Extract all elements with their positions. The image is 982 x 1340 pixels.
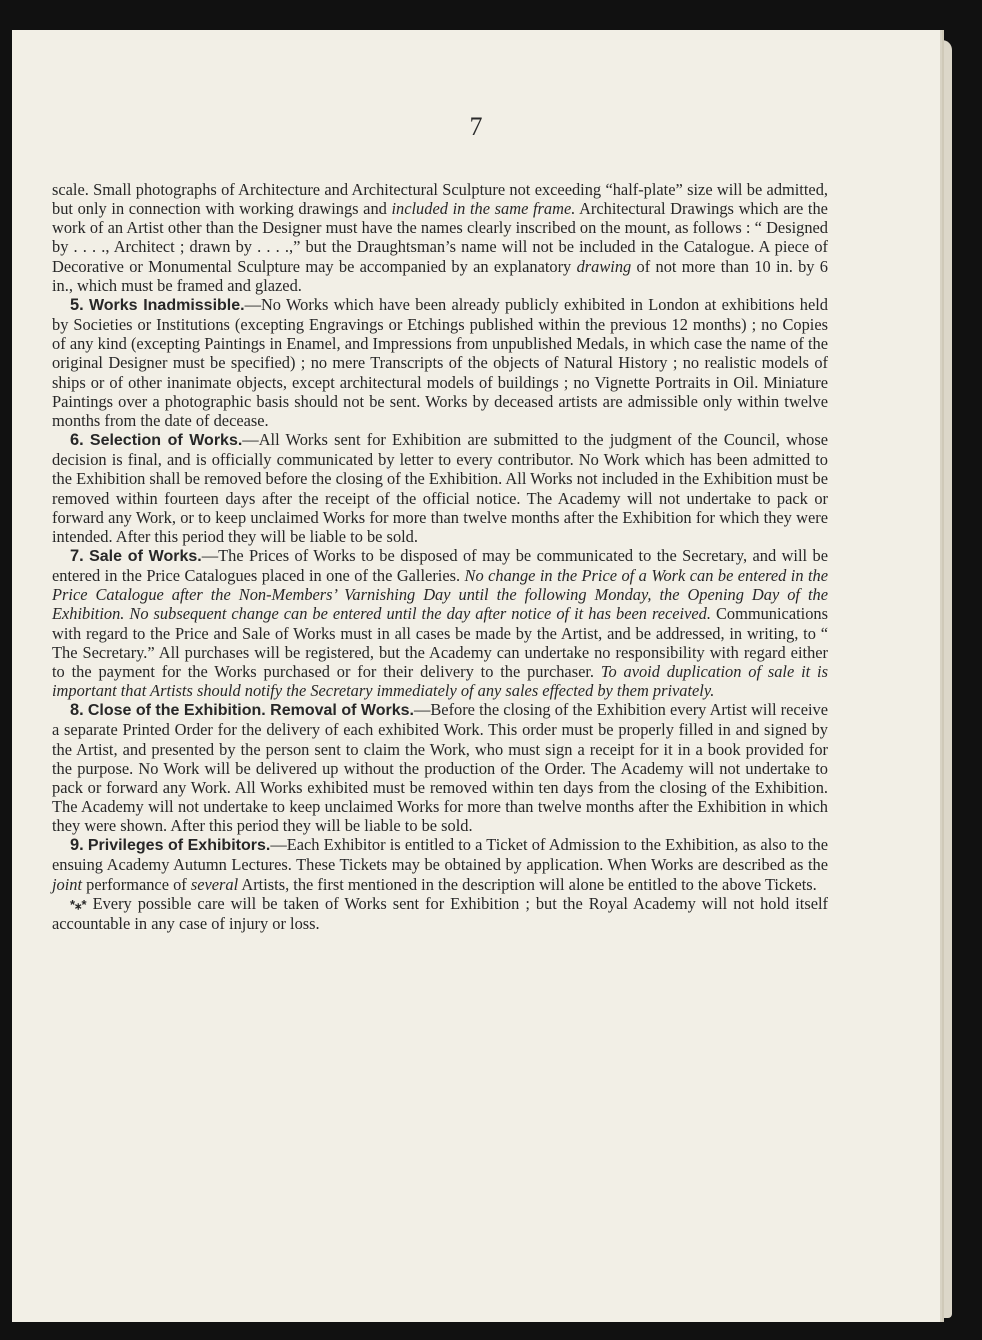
section-number: 9. [70, 836, 84, 855]
section-heading: Sale of Works. [89, 547, 202, 565]
page-number: 7 [469, 112, 483, 141]
section-heading: Close of the Exhibition. Removal of Works. [87, 702, 414, 720]
section-8: 8. Close of the Exhibition. Removal of Works.—Before the closing of the Exhibition every Artist will receive a separate Printed Order for the delivery of each exhibited Work. This order must be properly filled in and signed by the Artist, and presented by the person sent to claim the Work, who must sign a receipt for it in a book provided for the purpose. No Work will be delivered up without the production of the Order. The Academy will not undertake to pack or forward any Work. All Works exhibited must be removed within ten days from the closing of the Exhibition. The Academy will not undertake to keep unclaimed Works for more than twelve months after the Exhibition in which they were shown. After this period they will be liable to be sold. [52, 700, 828, 836]
section-heading: Works Inadmissible. [88, 296, 245, 314]
section-5: 5. Works Inadmissible.—No Works which have been already publicly exhibited in London at exhibitions held by Societies or Institutions (excepting Engravings or Etchings published within the previous 12 months) ; no Copies of any kind (excepting Paintings in Enamel, and Impressions from unpublished Medals, in which case the name of the original Designer must be specified) ; no mere Transcripts of the objects of Natural History ; no realistic models of ships or of other inanimate objects, except architectural models of buildings ; no Vignette Portraits in Oil. Miniature Paintings over a photographic basis should not be sent. Works by deceased artists are admissible only within twelve months from the date of decease. [52, 294, 828, 430]
section-heading: Selection of Works. [89, 432, 243, 450]
section-number: 7. [70, 546, 84, 565]
closing-note: *⁎* Every possible care will be taken of Works sent for Exhibition ; but the Royal Academy will not hold itself accountable in any case of injury or loss. [52, 893, 828, 933]
intro-paragraph: scale. Small photographs of Architecture and Architectural Sculpture not exceeding “half-plate” size will be admitted, but only in connection with working drawings and included in the same frame. Architectural Drawings which are the work of an Artist other than the Designer must have the names clearly inscribed on the mount, as follows : “ Designed by . . . ., Architect ; drawn by . . . .,” but the Draughtsman’s name will not be included in the Catalogue. A piece of Decorative or Monumental Sculpture may be accompanied by an explanatory drawing of not more than 10 in. by 6 in., which must be framed and glazed. [52, 180, 829, 295]
section-9: 9. Privileges of Exhibitors.—Each Exhibitor is entitled to a Ticket of Admission to the Exhibition, as also to the ensuing Academy Autumn Lectures. These Tickets may be obtained by application. When Works are described as the joint performance of several Artists, the first mentioned in the description will alone be entitled to the above Tickets. [52, 835, 828, 894]
body-text [52, 180, 828, 933]
section-number: 8. [70, 701, 84, 720]
document-page [12, 30, 940, 1322]
section-7: 7. Sale of Works.—The Prices of Works to be disposed of may be communicated to the Secretary, and will be entered in the Price Catalogues placed in one of the Galleries. No change in the Price of a Work can be entered in the Price Catalogue after the Non-Members’ Varnishing Day until the following Monday, the Opening Day of the Exhibition. No subsequent change can be entered until the day after notice of it has been received. Communications with regard to the Price and Sale of Works must in all cases be made by the Artist, and be addressed, in writing, to “ The Secretary.” All purchases will be registered, but the Academy can undertake no responsibility with regard either to the payment for the Works purchased or for their delivery to the purchaser. To avoid duplication of sale it is important that Artists should notify the Secretary immediately of any sales effected by them privately. [52, 545, 828, 701]
section-6: 6. Selection of Works.—All Works sent for Exhibition are submitted to the judgment of the Council, whose decision is final, and is officially communicated by letter to every contributor. No Work which has been admitted to the Exhibition shall be removed before the closing of the Exhibition. All Works not included in the Exhibition must be removed within fourteen days after the receipt of the official notice. The Academy will not undertake to pack or forward any Work, or to keep unclaimed Works for more than twelve months after the Exhibition for which they were intended. After this period they will be liable to be sold. [52, 430, 828, 546]
section-number: 5. [70, 295, 84, 314]
asterism-icon: *⁎* [70, 896, 87, 912]
section-heading: Privileges of Exhibitors. [87, 837, 271, 855]
section-number: 6. [70, 431, 84, 450]
